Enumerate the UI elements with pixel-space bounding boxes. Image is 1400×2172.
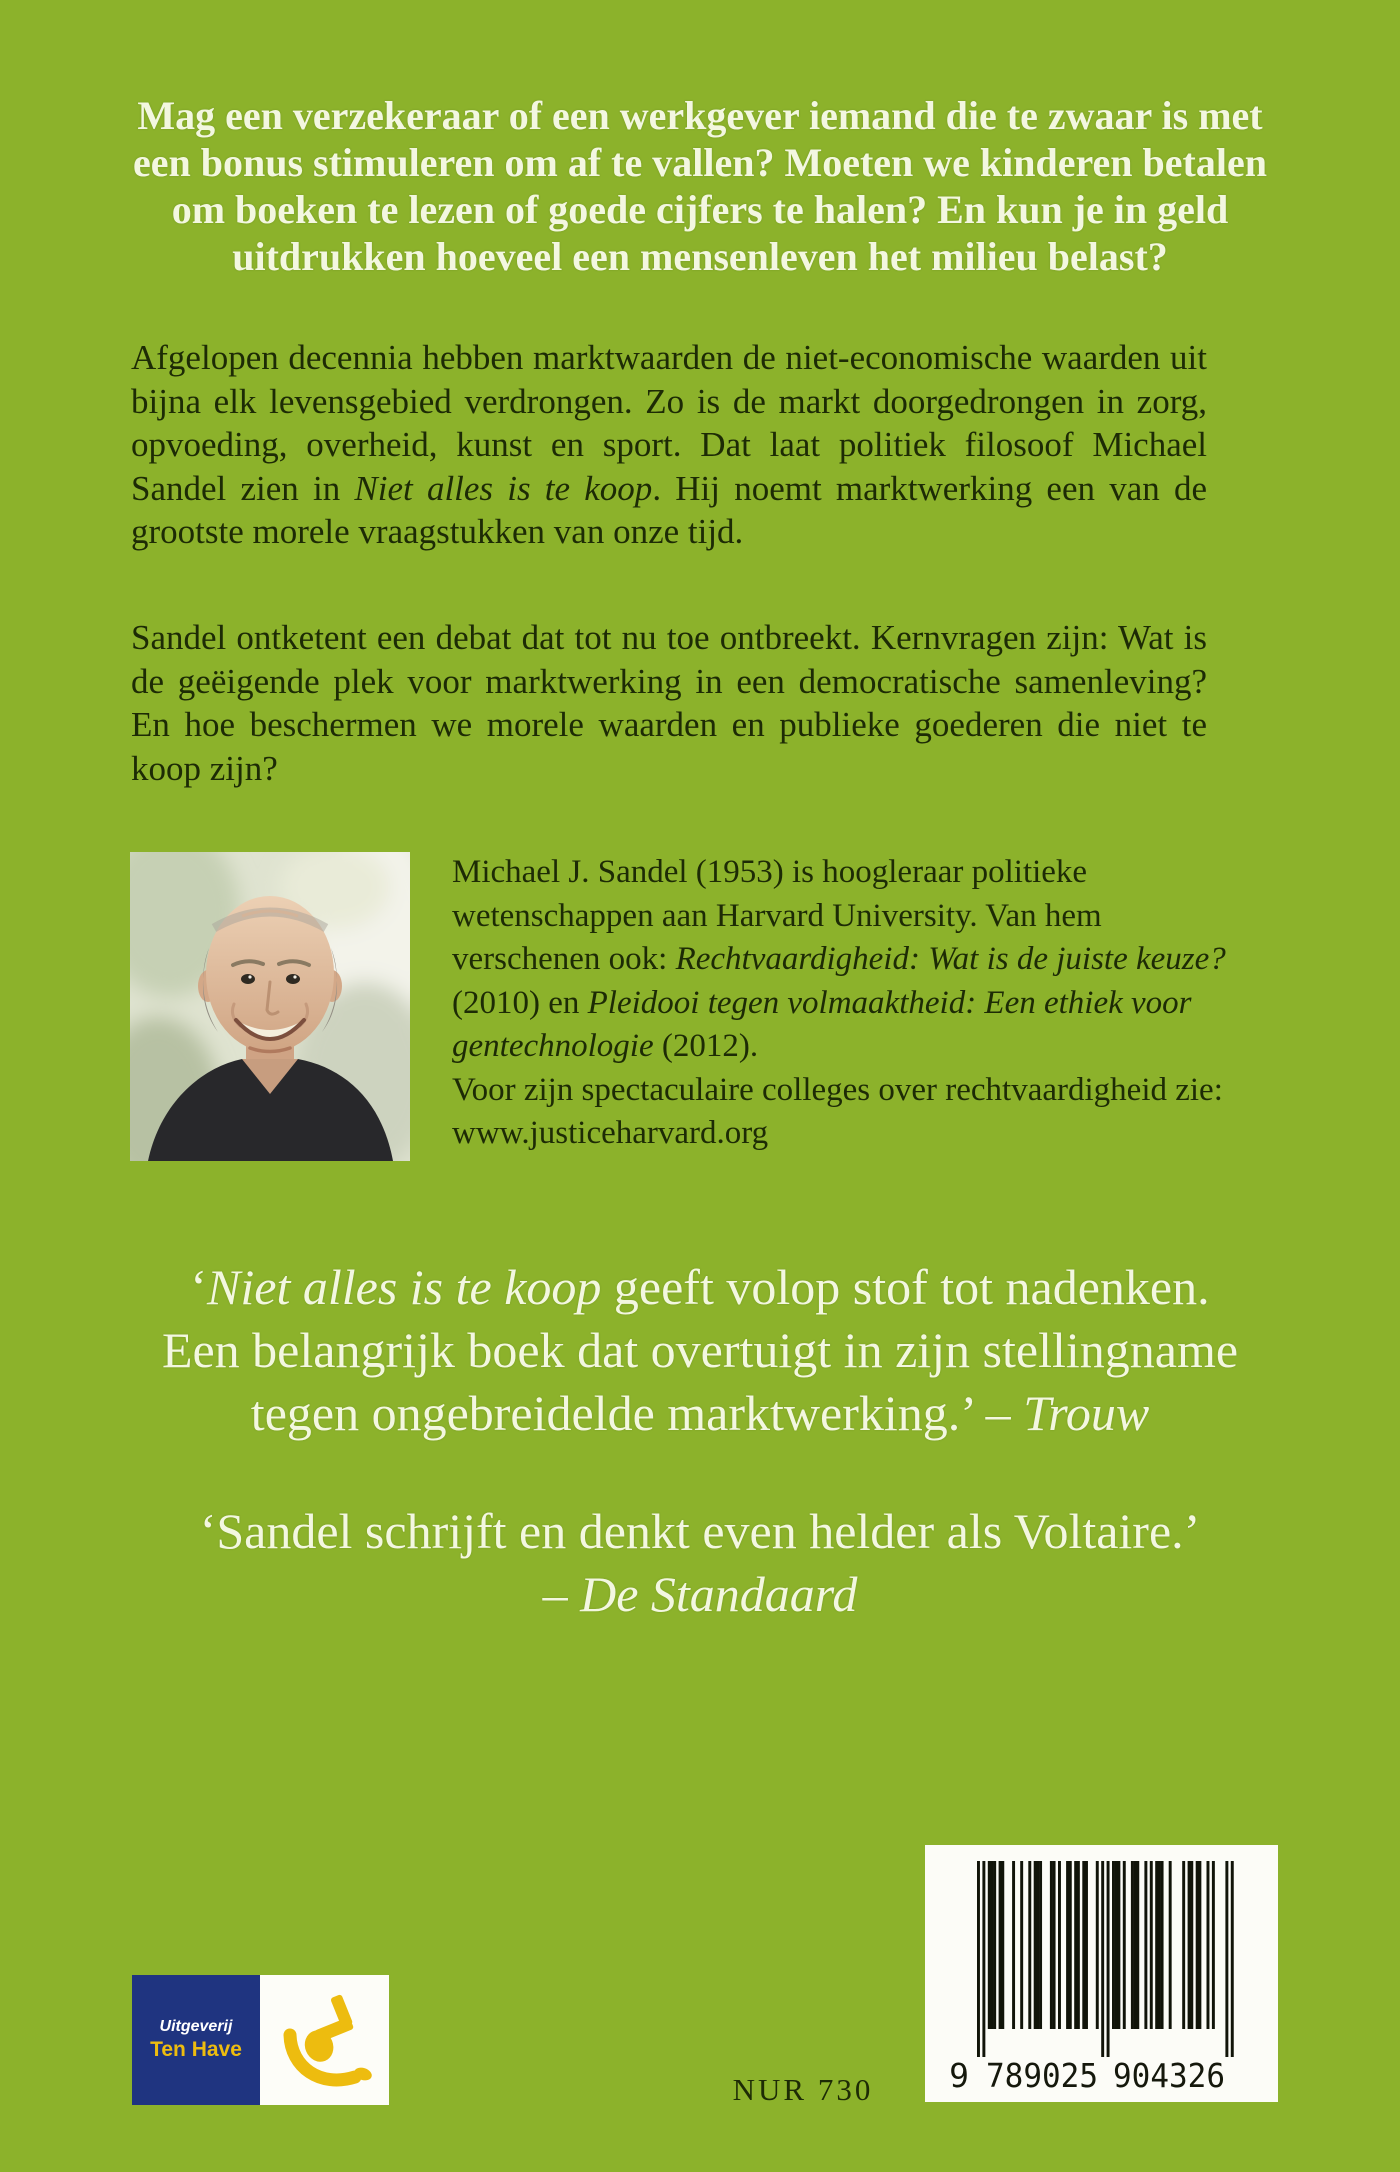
bio-paragraph-1: Michael J. Sandel (1953) is hoogleraar politieke wetenschappen aan Harvard University. Van hem verschenen ook: Rechtvaardigheid: Wat is de juiste keuze? (2010) en Pleidooi tegen volmaaktheid: Een ethiek voor gentechnologie (2012). <box>452 854 1226 1064</box>
quote-de-standaard <box>0 1500 1400 1626</box>
quote-line: – De Standaard <box>542 1566 858 1622</box>
ean-barcode <box>925 1845 1278 2102</box>
paragraph-about-debate: Sandel ontketent een debat dat tot nu toe ontbreekt. Kernvragen zijn: Wat is de geëigende plek voor marktwerking in een democratische samenleving? En hoe beschermen we morele waarden en publieke goederen die niet te koop zijn? <box>131 618 1207 788</box>
quote-line: ‘Niet alles is te koop geeft volop stof tot nadenken. <box>190 1259 1210 1315</box>
author-bio <box>452 851 1232 1156</box>
intro-line: om boeken te lezen of goede cijfers te halen? En kun je in geld <box>171 187 1229 232</box>
intro-questions <box>0 92 1400 280</box>
quote-trouw <box>0 1256 1400 1445</box>
intro-line: uitdrukken hoeveel een mensenleven het milieu belast? <box>232 234 1168 279</box>
quote-line: Een belangrijk boek dat overtuigt in zijn stellingname <box>161 1322 1239 1378</box>
publisher-logo-mark-panel <box>260 1975 389 2105</box>
svg-text:789025: 789025 <box>986 2056 1098 2095</box>
paragraph-about-book: Afgelopen decennia hebben marktwaarden de niet-economische waarden uit bijna elk levensgebied verdrongen. Zo is de markt doorgedrongen in zorg, opvoeding, overheid, kunst en sport. Dat laat politiek filosoof Michael Sandel zien in Niet alles is te koop. Hij noemt marktwerking een van de grootste morele vraagstukken van onze tijd. <box>131 338 1207 551</box>
publisher-logo <box>132 1975 389 2105</box>
svg-text:904326: 904326 <box>1113 2056 1225 2095</box>
quote-line: tegen ongebreidelde marktwerking.’ – Trouw <box>250 1385 1150 1441</box>
author-photo <box>130 852 410 1161</box>
barcode-panel <box>925 1845 1278 2102</box>
author-portrait-image <box>130 852 410 1161</box>
svg-text:9: 9 <box>949 2056 969 2095</box>
intro-line: een bonus stimuleren om af te vallen? Moeten we kinderen betalen <box>132 140 1267 185</box>
publisher-logo-text-panel <box>132 1975 260 2105</box>
publisher-name-prefix: Uitgeverij <box>159 2018 233 2035</box>
bio-paragraph-2: Voor zijn spectaculaire colleges over rechtvaardigheid zie: www.justiceharvard.org <box>452 1071 1223 1151</box>
quote-line: ‘Sandel schrijft en denkt even helder als Voltaire.’ <box>199 1503 1201 1559</box>
publisher-name: Ten Have <box>150 2038 242 2061</box>
nur-code: NUR 730 <box>732 2072 874 2107</box>
ten-have-logo-icon <box>260 1975 389 2105</box>
intro-line: Mag een verzekeraar of een werkgever iemand die te zwaar is met <box>137 93 1263 138</box>
